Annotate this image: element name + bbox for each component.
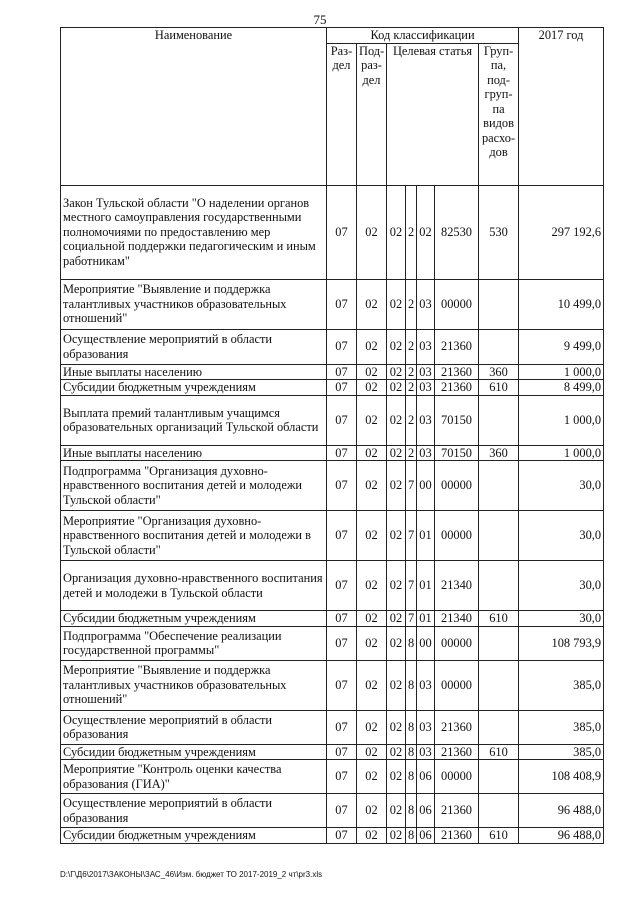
table-row xyxy=(61,744,604,760)
row-celevaya-program: 02 xyxy=(387,445,406,461)
row-celevaya-subprogram: 8 xyxy=(406,744,417,760)
table-row xyxy=(61,329,604,364)
row-expense-group xyxy=(479,760,519,794)
row-podrazdel: 02 xyxy=(357,380,387,396)
row-name: Субсидии бюджетным учреждениям xyxy=(61,611,327,627)
row-celevaya-subprogram: 2 xyxy=(406,380,417,396)
row-amount: 1 000,0 xyxy=(519,395,604,445)
row-name: Субсидии бюджетным учреждениям xyxy=(61,744,327,760)
row-amount: 96 488,0 xyxy=(519,828,604,844)
row-celevaya-direction: 21340 xyxy=(435,561,479,611)
row-celevaya-subprogram: 7 xyxy=(406,461,417,511)
row-celevaya-program: 02 xyxy=(387,329,406,364)
row-razdel: 07 xyxy=(327,329,357,364)
row-podrazdel: 02 xyxy=(357,395,387,445)
row-amount: 96 488,0 xyxy=(519,794,604,828)
row-expense-group: 360 xyxy=(479,364,519,380)
row-amount: 30,0 xyxy=(519,611,604,627)
row-celevaya-event: 03 xyxy=(417,380,435,396)
row-name: Мероприятие "Выявление и поддержка талантливых участников образовательных отношений" xyxy=(61,660,327,710)
row-podrazdel: 02 xyxy=(357,561,387,611)
row-celevaya-subprogram: 7 xyxy=(406,561,417,611)
row-razdel: 07 xyxy=(327,744,357,760)
file-path-footer: D:\Г\Д6\2017\ЗАКОНЫ\ЗАС_46\Изм. бюджет ТО 2017-2019_2 чт\pr3.xls xyxy=(60,870,323,879)
col-header-celevaya: Целевая статья xyxy=(387,43,479,185)
row-celevaya-program: 02 xyxy=(387,395,406,445)
row-expense-group xyxy=(479,561,519,611)
row-celevaya-direction: 82530 xyxy=(435,185,479,279)
row-podrazdel: 02 xyxy=(357,445,387,461)
row-podrazdel: 02 xyxy=(357,760,387,794)
table-row xyxy=(61,760,604,794)
row-amount: 108 408,9 xyxy=(519,760,604,794)
row-celevaya-event: 00 xyxy=(417,626,435,660)
row-celevaya-subprogram: 2 xyxy=(406,445,417,461)
row-expense-group: 610 xyxy=(479,380,519,396)
row-celevaya-event: 03 xyxy=(417,710,435,744)
table-row xyxy=(61,380,604,396)
table-row xyxy=(61,710,604,744)
row-celevaya-direction: 00000 xyxy=(435,511,479,561)
row-expense-group: 360 xyxy=(479,445,519,461)
row-name: Иные выплаты населению xyxy=(61,364,327,380)
row-razdel: 07 xyxy=(327,395,357,445)
row-celevaya-event: 00 xyxy=(417,461,435,511)
row-celevaya-subprogram: 2 xyxy=(406,279,417,329)
col-header-code: Код классификации xyxy=(327,28,519,44)
row-razdel: 07 xyxy=(327,561,357,611)
row-razdel: 07 xyxy=(327,660,357,710)
row-name: Мероприятие "Контроль оценки качества образования (ГИА)" xyxy=(61,760,327,794)
row-celevaya-subprogram: 2 xyxy=(406,364,417,380)
row-razdel: 07 xyxy=(327,760,357,794)
row-celevaya-event: 03 xyxy=(417,660,435,710)
row-podrazdel: 02 xyxy=(357,364,387,380)
row-celevaya-subprogram: 8 xyxy=(406,626,417,660)
row-razdel: 07 xyxy=(327,461,357,511)
row-celevaya-event: 01 xyxy=(417,511,435,561)
row-celevaya-event: 03 xyxy=(417,279,435,329)
table-row xyxy=(61,626,604,660)
row-celevaya-subprogram: 8 xyxy=(406,710,417,744)
row-podrazdel: 02 xyxy=(357,185,387,279)
row-podrazdel: 02 xyxy=(357,461,387,511)
row-celevaya-program: 02 xyxy=(387,611,406,627)
row-celevaya-direction: 00000 xyxy=(435,626,479,660)
row-razdel: 07 xyxy=(327,626,357,660)
row-name: Осуществление мероприятий в области образования xyxy=(61,710,327,744)
row-celevaya-direction: 21360 xyxy=(435,329,479,364)
row-celevaya-subprogram: 8 xyxy=(406,794,417,828)
row-razdel: 07 xyxy=(327,611,357,627)
row-celevaya-program: 02 xyxy=(387,660,406,710)
row-podrazdel: 02 xyxy=(357,511,387,561)
row-celevaya-program: 02 xyxy=(387,794,406,828)
row-celevaya-direction: 00000 xyxy=(435,760,479,794)
row-celevaya-subprogram: 2 xyxy=(406,395,417,445)
row-amount: 30,0 xyxy=(519,461,604,511)
row-razdel: 07 xyxy=(327,380,357,396)
row-amount: 385,0 xyxy=(519,744,604,760)
row-amount: 385,0 xyxy=(519,710,604,744)
row-celevaya-event: 03 xyxy=(417,329,435,364)
row-expense-group xyxy=(479,329,519,364)
row-celevaya-direction: 70150 xyxy=(435,445,479,461)
row-celevaya-event: 01 xyxy=(417,561,435,611)
row-celevaya-direction: 70150 xyxy=(435,395,479,445)
row-razdel: 07 xyxy=(327,828,357,844)
row-name: Осуществление мероприятий в области образования xyxy=(61,794,327,828)
row-name: Подпрограмма "Организация духовно-нравственного воспитания детей и молодежи Тульской области" xyxy=(61,461,327,511)
row-celevaya-subprogram: 2 xyxy=(406,329,417,364)
col-header-razdel: Раз-дел xyxy=(327,43,357,185)
row-celevaya-direction: 21340 xyxy=(435,611,479,627)
row-celevaya-program: 02 xyxy=(387,380,406,396)
row-expense-group: 530 xyxy=(479,185,519,279)
row-amount: 30,0 xyxy=(519,561,604,611)
row-expense-group: 610 xyxy=(479,828,519,844)
table-row xyxy=(61,660,604,710)
row-celevaya-program: 02 xyxy=(387,461,406,511)
row-celevaya-direction: 21360 xyxy=(435,828,479,844)
row-expense-group xyxy=(479,626,519,660)
row-amount: 385,0 xyxy=(519,660,604,710)
row-razdel: 07 xyxy=(327,185,357,279)
col-header-year: 2017 год xyxy=(519,28,604,186)
row-name: Организация духовно-нравственного воспитания детей и молодежи в Тульской области xyxy=(61,561,327,611)
row-celevaya-direction: 21360 xyxy=(435,744,479,760)
row-celevaya-direction: 00000 xyxy=(435,660,479,710)
row-celevaya-subprogram: 7 xyxy=(406,511,417,561)
row-razdel: 07 xyxy=(327,279,357,329)
row-celevaya-program: 02 xyxy=(387,710,406,744)
row-celevaya-direction: 21360 xyxy=(435,710,479,744)
row-celevaya-event: 06 xyxy=(417,828,435,844)
table-row xyxy=(61,445,604,461)
row-podrazdel: 02 xyxy=(357,710,387,744)
row-amount: 108 793,9 xyxy=(519,626,604,660)
row-expense-group xyxy=(479,794,519,828)
row-celevaya-program: 02 xyxy=(387,828,406,844)
table-row xyxy=(61,364,604,380)
row-amount: 10 499,0 xyxy=(519,279,604,329)
row-expense-group xyxy=(479,395,519,445)
row-celevaya-event: 06 xyxy=(417,794,435,828)
row-celevaya-program: 02 xyxy=(387,744,406,760)
row-celevaya-event: 03 xyxy=(417,744,435,760)
row-expense-group xyxy=(479,710,519,744)
page-number: 75 xyxy=(313,12,327,27)
row-celevaya-subprogram: 2 xyxy=(406,185,417,279)
table-row xyxy=(61,395,604,445)
row-expense-group xyxy=(479,279,519,329)
row-expense-group xyxy=(479,461,519,511)
row-expense-group: 610 xyxy=(479,744,519,760)
row-amount: 1 000,0 xyxy=(519,445,604,461)
row-expense-group xyxy=(479,511,519,561)
row-name: Субсидии бюджетным учреждениям xyxy=(61,828,327,844)
row-celevaya-direction: 00000 xyxy=(435,279,479,329)
row-podrazdel: 02 xyxy=(357,660,387,710)
row-expense-group: 610 xyxy=(479,611,519,627)
table-row xyxy=(61,185,604,279)
row-name: Иные выплаты населению xyxy=(61,445,327,461)
row-celevaya-event: 03 xyxy=(417,364,435,380)
row-celevaya-event: 06 xyxy=(417,760,435,794)
col-header-name: Наименование xyxy=(61,28,327,186)
row-name: Субсидии бюджетным учреждениям xyxy=(61,380,327,396)
row-name: Закон Тульской области "О наделении органов местного самоуправления государственными полномочиями по предоставлению мер социальной поддержки педагогическим и иным работникам" xyxy=(61,185,327,279)
row-celevaya-subprogram: 8 xyxy=(406,660,417,710)
table-row xyxy=(61,279,604,329)
row-celevaya-program: 02 xyxy=(387,511,406,561)
row-name: Мероприятие "Организация духовно-нравственного воспитания детей и молодежи в Тульской области" xyxy=(61,511,327,561)
table-row xyxy=(61,611,604,627)
row-razdel: 07 xyxy=(327,511,357,561)
row-amount: 1 000,0 xyxy=(519,364,604,380)
budget-table xyxy=(60,27,604,844)
row-podrazdel: 02 xyxy=(357,279,387,329)
col-header-gruppa: Груп-па, под-груп-па видов расхо-дов xyxy=(479,43,519,185)
row-amount: 30,0 xyxy=(519,511,604,561)
row-amount: 8 499,0 xyxy=(519,380,604,396)
row-celevaya-subprogram: 8 xyxy=(406,760,417,794)
row-podrazdel: 02 xyxy=(357,611,387,627)
row-name: Выплата премий талантливым учащимся образовательных организаций Тульской области xyxy=(61,395,327,445)
row-podrazdel: 02 xyxy=(357,626,387,660)
row-name: Подпрограмма "Обеспечение реализации государственной программы" xyxy=(61,626,327,660)
row-celevaya-program: 02 xyxy=(387,364,406,380)
row-celevaya-event: 02 xyxy=(417,185,435,279)
table-row xyxy=(61,828,604,844)
row-podrazdel: 02 xyxy=(357,794,387,828)
row-celevaya-event: 03 xyxy=(417,395,435,445)
row-expense-group xyxy=(479,660,519,710)
row-razdel: 07 xyxy=(327,710,357,744)
row-celevaya-direction: 00000 xyxy=(435,461,479,511)
col-header-podrazdel: Под-раз-дел xyxy=(357,43,387,185)
row-celevaya-event: 01 xyxy=(417,611,435,627)
row-razdel: 07 xyxy=(327,445,357,461)
row-celevaya-subprogram: 8 xyxy=(406,828,417,844)
row-podrazdel: 02 xyxy=(357,828,387,844)
row-celevaya-program: 02 xyxy=(387,185,406,279)
row-amount: 9 499,0 xyxy=(519,329,604,364)
row-celevaya-program: 02 xyxy=(387,279,406,329)
row-celevaya-program: 02 xyxy=(387,626,406,660)
table-row xyxy=(61,561,604,611)
row-name: Осуществление мероприятий в области образования xyxy=(61,329,327,364)
row-podrazdel: 02 xyxy=(357,744,387,760)
row-razdel: 07 xyxy=(327,364,357,380)
row-celevaya-program: 02 xyxy=(387,760,406,794)
row-celevaya-direction: 21360 xyxy=(435,380,479,396)
row-podrazdel: 02 xyxy=(357,329,387,364)
table-row xyxy=(61,794,604,828)
table-row xyxy=(61,511,604,561)
row-celevaya-program: 02 xyxy=(387,561,406,611)
row-razdel: 07 xyxy=(327,794,357,828)
table-row xyxy=(61,461,604,511)
row-celevaya-direction: 21360 xyxy=(435,794,479,828)
row-celevaya-event: 03 xyxy=(417,445,435,461)
row-celevaya-subprogram: 7 xyxy=(406,611,417,627)
table-body xyxy=(61,185,604,843)
row-celevaya-direction: 21360 xyxy=(435,364,479,380)
row-amount: 297 192,6 xyxy=(519,185,604,279)
row-name: Мероприятие "Выявление и поддержка талантливых участников образовательных отношений" xyxy=(61,279,327,329)
